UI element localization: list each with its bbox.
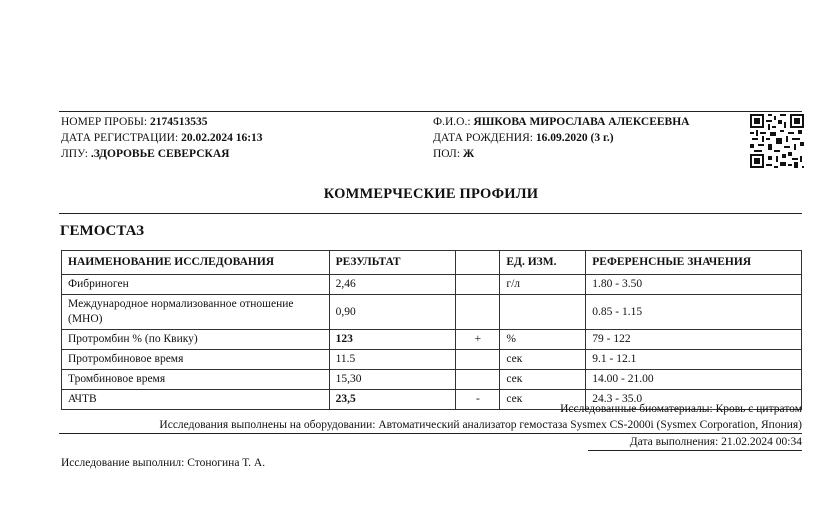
test-result: 23,5 — [329, 390, 456, 410]
col-unit-header: ЕД. ИЗМ. — [500, 251, 586, 275]
sample-number-value: 2174513535 — [149, 116, 208, 128]
birth-date-label: ДАТА РОЖДЕНИЯ: — [433, 132, 533, 144]
col-name-header: НАИМЕНОВАНИЕ ИССЛЕДОВАНИЯ — [62, 251, 330, 275]
test-ref: 24.3 - 35.0 — [586, 390, 802, 410]
test-ref: 79 - 122 — [586, 330, 802, 350]
sex — [433, 146, 689, 162]
test-flag: + — [456, 330, 500, 350]
table-row — [62, 330, 802, 350]
test-result: 2,46 — [329, 275, 456, 295]
section-title: КОММЕРЧЕСКИЕ ПРОФИЛИ — [323, 186, 539, 202]
section-rule — [59, 213, 802, 214]
test-result: 0,90 — [329, 295, 456, 330]
test-ref: 14.00 - 21.00 — [586, 370, 802, 390]
registration-date-label: ДАТА РЕГИСТРАЦИИ: — [61, 132, 179, 144]
table-row — [62, 370, 802, 390]
test-name: Международное нормализованное отношение (МНО) — [62, 295, 330, 330]
completion-rule — [588, 450, 802, 451]
sample-number-label: НОМЕР ПРОБЫ: — [61, 116, 148, 128]
test-unit: сек — [500, 390, 586, 410]
biomaterial-note: Исследованные биоматериалы: Кровь с цитратом — [560, 403, 802, 415]
birth-date-value: 16.09.2020 (3 г.) — [535, 132, 614, 144]
test-unit: г/л — [500, 275, 586, 295]
test-result: 15,30 — [329, 370, 456, 390]
test-flag — [456, 350, 500, 370]
birth-date — [433, 130, 689, 146]
lpu — [61, 146, 263, 162]
test-name: АЧТВ — [62, 390, 330, 410]
patient-name — [433, 114, 689, 130]
table-row — [62, 295, 802, 330]
footer-rule — [59, 433, 802, 434]
lpu-value: .ЗДОРОВЬЕ СЕВЕРСКАЯ — [90, 148, 230, 160]
col-ref-header: РЕФЕРЕНСНЫЕ ЗНАЧЕНИЯ — [586, 251, 802, 275]
sample-number — [61, 114, 263, 130]
patient-name-label: Ф.И.О.: — [433, 116, 471, 128]
sample-info — [61, 114, 263, 162]
test-unit: сек — [500, 350, 586, 370]
results-table — [61, 250, 802, 410]
test-name: Протромбин % (по Квику) — [62, 330, 330, 350]
col-flag-header — [456, 251, 500, 275]
test-flag: - — [456, 390, 500, 410]
group-title: ГЕМОСТАЗ — [60, 223, 145, 239]
sex-label: ПОЛ: — [433, 148, 461, 160]
test-unit: сек — [500, 370, 586, 390]
table-row — [62, 350, 802, 370]
patient-name-value: ЯШКОВА МИРОСЛАВА АЛЕКСЕЕВНА — [473, 116, 690, 128]
table-row — [62, 275, 802, 295]
patient-info — [433, 114, 689, 162]
test-ref: 1.80 - 3.50 — [586, 275, 802, 295]
test-result: 11.5 — [329, 350, 456, 370]
table-header-row — [62, 251, 802, 275]
header-top-rule — [59, 111, 802, 112]
test-unit: % — [500, 330, 586, 350]
test-ref: 0.85 - 1.15 — [586, 295, 802, 330]
performer: Исследование выполнил: Стоногина Т. А. — [61, 457, 266, 469]
test-flag — [456, 295, 500, 330]
lpu-label: ЛПУ: — [61, 148, 89, 160]
test-result: 123 — [329, 330, 456, 350]
test-ref: 9.1 - 12.1 — [586, 350, 802, 370]
equipment-note: Исследования выполнены на оборудовании: Автоматический анализатор гемостаза Sysmex CS-2000i (Sysmex Corporation, Япония) — [159, 419, 802, 431]
test-flag — [456, 275, 500, 295]
completion-date: Дата выполнения: 21.02.2024 00:34 — [629, 436, 802, 448]
test-name: Тромбиновое время — [62, 370, 330, 390]
qr-code-icon — [750, 114, 804, 168]
sex-value: Ж — [462, 148, 475, 160]
test-name: Протромбиновое время — [62, 350, 330, 370]
test-name: Фибриноген — [62, 275, 330, 295]
test-unit — [500, 295, 586, 330]
registration-date-value: 20.02.2024 16:13 — [181, 132, 263, 144]
test-flag — [456, 370, 500, 390]
col-result-header: РЕЗУЛЬТАТ — [329, 251, 456, 275]
registration-date — [61, 130, 263, 146]
